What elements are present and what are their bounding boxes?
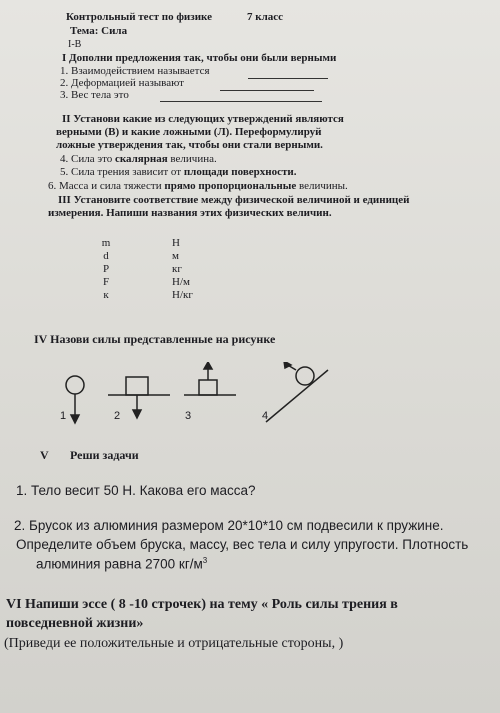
section6-heading-line-1: VI Напиши эссе ( 8 -10 строчек) на тему « Роль силы трения в bbox=[6, 597, 398, 612]
figure-label-2: 2 bbox=[114, 410, 121, 422]
section4-heading: IV Назови силы представленные на рисунке bbox=[34, 332, 276, 346]
task-2-line-2: Определите объем бруска, массу, вес тела и силу упругости. Плотность bbox=[16, 537, 469, 552]
quantity-item: к bbox=[103, 289, 109, 301]
statement-4: 4. Сила это скалярная величина. bbox=[60, 153, 217, 165]
answer-line-1 bbox=[248, 78, 328, 79]
section3-heading-line-1: III Установите соответствие между физической величиной и единицей bbox=[58, 194, 410, 206]
section1-item-2: 2. Деформацией называют bbox=[60, 77, 184, 89]
figure-4-ball-on-incline bbox=[266, 362, 328, 422]
topic-label: Тема: Сила bbox=[70, 25, 128, 37]
quantities-column bbox=[96, 237, 116, 302]
unit-item: Н/м bbox=[172, 276, 190, 288]
figure-label-4: 4 bbox=[262, 410, 269, 422]
section5-number: V bbox=[40, 448, 49, 462]
figure-3-block-upward-force bbox=[184, 362, 236, 395]
task-2-line-3: алюминия равна 2700 $кг/м^3$ bbox=[36, 556, 208, 572]
task-1: 1. Тело весит 50 Н. Какова его масса? bbox=[16, 483, 256, 498]
unit-item: м bbox=[172, 250, 179, 262]
unit-item: Н/кг bbox=[172, 289, 193, 301]
statement-5: 5. Сила трения зависит от площади поверхности. bbox=[60, 166, 297, 178]
section2-heading-line-2: верными (В) и какие ложными (Л). Переформулируй bbox=[56, 126, 322, 138]
section3-heading-line-2: измерения. Напиши названия этих физических величин. bbox=[48, 207, 332, 219]
variant-label: I-В bbox=[68, 39, 82, 50]
section1-item-1: 1. Взаимодействием называется bbox=[60, 65, 210, 77]
test-title: Контрольный тест по физике bbox=[66, 11, 212, 23]
figure-label-3: 3 bbox=[185, 410, 192, 422]
unit-item: кг bbox=[172, 263, 182, 275]
quantity-item: m bbox=[101, 237, 111, 249]
grade-label: 7 класс bbox=[247, 11, 284, 23]
task-2-line-1: 2. Брусок из алюминия размером 20*10*10 см подвесили к пружине. bbox=[14, 518, 444, 533]
section2-heading-line-1: II Установи какие из следующих утверждений являются bbox=[62, 113, 344, 125]
unit-item: Н bbox=[172, 237, 180, 249]
section1-item-3: 3. Вес тела это bbox=[60, 89, 129, 101]
figure-label-1: 1 bbox=[60, 410, 67, 422]
quantity-item: F bbox=[102, 276, 110, 288]
section5-heading: Реши задачи bbox=[70, 448, 139, 462]
section6-heading-line-2: повседневной жизни» bbox=[6, 616, 144, 631]
section2-heading-line-3: ложные утверждения так, чтобы они стали верными. bbox=[56, 139, 323, 151]
quantity-item: P bbox=[102, 263, 110, 275]
units-column bbox=[172, 237, 212, 302]
section6-note: (Приведи ее положительные и отрицательные стороны, ) bbox=[4, 636, 344, 651]
answer-line-2 bbox=[220, 90, 314, 91]
figure-1-hanging-ball bbox=[66, 376, 84, 423]
answer-line-3 bbox=[160, 101, 322, 102]
quantity-item: d bbox=[103, 250, 109, 262]
statement-6: 6. Масса и сила тяжести прямо пропорциональные величины. bbox=[48, 180, 348, 192]
section1-heading: I Дополни предложения так, чтобы они были верными bbox=[62, 52, 337, 64]
